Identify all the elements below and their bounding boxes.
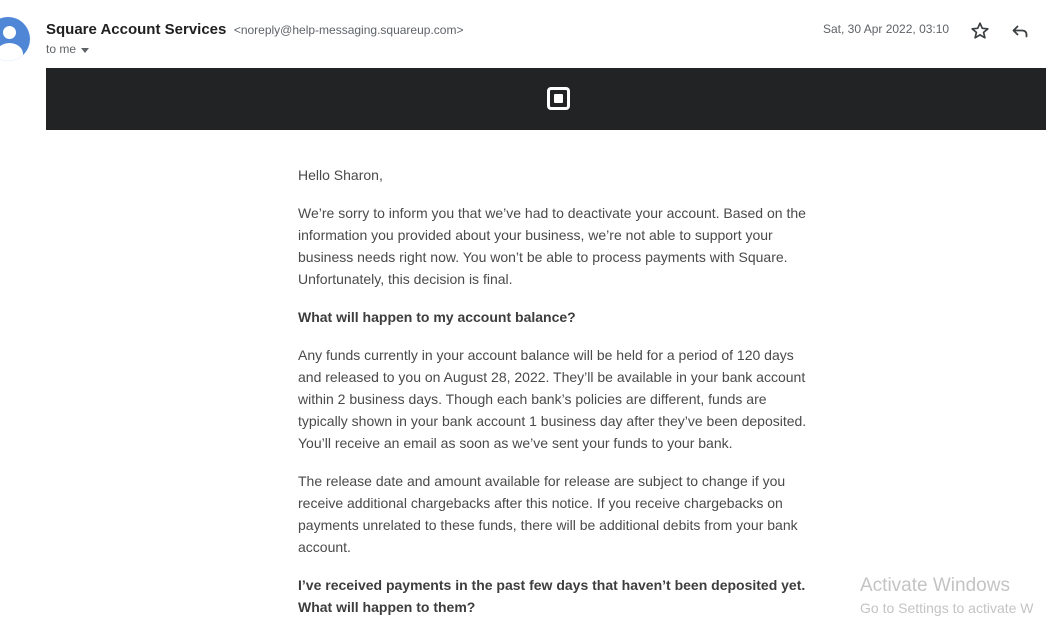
greeting: Hello Sharon, xyxy=(298,167,383,183)
recipient-details-toggle[interactable] xyxy=(46,42,89,56)
heading-pending-payments: I’ve received payments in the past few days that haven’t been deposited yet. What will happen to them? xyxy=(298,577,806,615)
square-logo xyxy=(547,87,570,110)
windows-activation-watermark xyxy=(860,574,1034,618)
email-date: Sat, 30 Apr 2022, 03:10 xyxy=(823,22,950,36)
email-banner xyxy=(46,68,1046,130)
recipient-label: to me xyxy=(46,42,77,56)
reply-icon[interactable] xyxy=(1008,19,1032,43)
heading-account-balance: What will happen to my account balance? xyxy=(298,309,576,325)
email-body xyxy=(298,164,818,634)
paragraph-funds: Any funds currently in your account balance will be held for a period of 120 days and released to you on August 28, 2022. They’ll be available in your bank account within 2 business days. Though each bank’s policies are different, funds are typically shown in your bank account 1 business day after they’ve been deposited. You’ll receive an email as soon as we’ve sent your funds to your bank. xyxy=(298,347,807,451)
person-icon-head xyxy=(3,26,16,39)
paragraph-deactivation: We’re sorry to inform you that we’ve had to deactivate your account. Based on the information you provided about your business, we’re not able to support your business needs right now. You won’t be able to process payments with Square. Unfortunately, this decision is final. xyxy=(298,205,806,287)
star-icon[interactable] xyxy=(968,19,992,43)
square-logo-inner xyxy=(554,94,563,103)
sender-email: <noreply@help-messaging.squareup.com> xyxy=(233,23,464,37)
watermark-title: Activate Windows xyxy=(860,575,1010,596)
sender-name: Square Account Services xyxy=(46,21,227,38)
avatar xyxy=(0,17,30,61)
person-icon-body xyxy=(0,43,23,61)
chevron-down-icon[interactable] xyxy=(81,48,89,53)
watermark-subtitle: Go to Settings to activate W xyxy=(860,600,1034,616)
paragraph-release-date: The release date and amount available for release are subject to change if you receive additional chargebacks after this notice. If you receive chargebacks on payments unrelated to these funds, there will be additional debits from your bank account. xyxy=(298,473,798,555)
sender-line xyxy=(46,21,463,39)
